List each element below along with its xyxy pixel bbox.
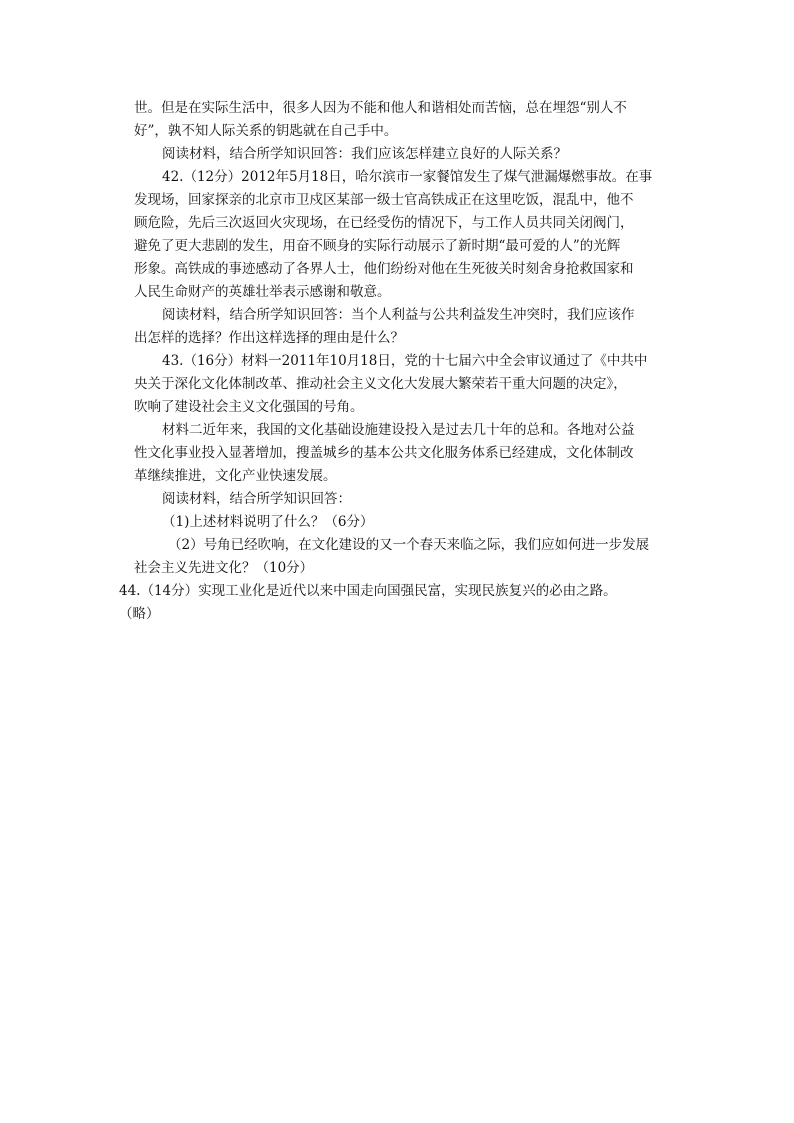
q43-material1-line: 43.（16分）材料一2011年10月18日，党的十七届六中全会审议通过了《中共中 [162,353,648,369]
question-44-section [119,580,679,626]
q42-text-line: 形象。高铁成的事迹感动了各界人士，他们纷纷对他在生死彼关时刻舍身抢救国家和 [134,261,634,277]
q43-subquestion-2-line: （2）号角已经吹响，在文化建设的又一个春天来临之际，我们应如何进一步发展 [168,537,650,553]
question-42-section [134,166,659,350]
q43-material1-line: 吹响了建设社会主义文化强国的号角。 [134,399,364,415]
q42-prompt-line: 阅读材料，结合所学知识回答：当个人利益与公共利益发生冲突时，我们应该作 [162,307,635,323]
q43-material2-line: 性文化事业投入显著增加，搜盖城乡的基本公共文化服务体系已经建成，文化体制改 [134,445,634,461]
q42-text-line: 人民生命财产的英雄壮举表示感谢和敬意。 [134,284,391,300]
q43-subquestion-1: （1)上述材料说明了什么？（6分） [162,514,374,530]
q43-material2-line: 材料二近年来，我国的文化基础设施建设投入是过去几十年的总和。各地对公益 [162,422,635,438]
q41-text-line: 世。但是在实际生活中，很多人因为不能和他人和谐相处而苦恼，总在埋怨“别人不 [134,100,627,116]
q44-note: （略） [119,606,160,622]
q42-text-line: 避免了更大悲剧的发生，用奋不顾身的实际行动展示了新时期“最可爱的人”的光辉 [134,238,621,254]
q42-text-line: 顾危险，先后三次返回火灾现场，在已经受伤的情况下，与工作人员共同关闭阀门， [134,215,634,231]
question-43-section [134,350,659,580]
q42-text-line: 42.（12分）2012年5月18日，哈尔滨市一家餐馆发生了煤气泄漏爆燃事故。在事 [162,169,653,185]
q41-text-line: 好”，孰不知人际关系的钥匙就在自己手中。 [134,123,398,139]
q43-material1-line: 央关于深化文化体制改革、推动社会主义文化大发展大繁荣若干重大问题的决定》， [134,376,627,392]
q43-subquestion-2-line: 社会主义先进文化？（10分） [134,560,314,576]
q44-text: 44.（14分）实现工业化是近代以来中国走向国强民富，实现民族复兴的必由之路。 [119,583,617,599]
q42-prompt-line: 出怎样的选择？作出这样选择的理由是什么？ [134,330,404,346]
q43-prompt: 阅读材料，结合所学知识回答： [162,491,351,507]
q43-material2-line: 革继续推进，文化产业快速发展。 [134,468,337,484]
question-41-section [134,97,659,166]
q41-prompt: 阅读材料，结合所学知识回答：我们应该怎样建立良好的人际关系？ [162,146,567,162]
q42-text-line: 发现场，回家探亲的北京市卫戍区某部一级士官高铁成正在这里吃饭，混乱中，他不 [134,192,634,208]
